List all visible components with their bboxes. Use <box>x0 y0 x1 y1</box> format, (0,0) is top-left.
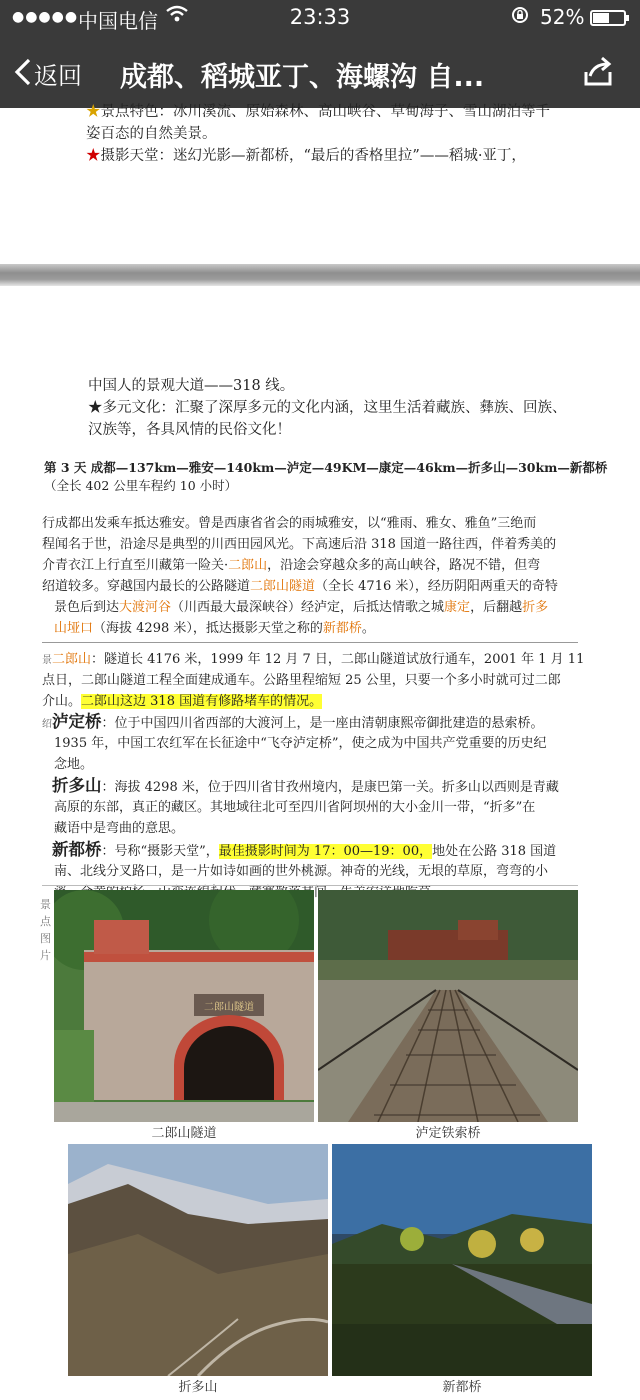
battery-icon <box>590 10 626 26</box>
photo-paradise-line: ★摄影天堂：迷幻光影—新都桥，“最后的香格里拉”——稻城·亚丁， <box>86 148 526 164</box>
page-separator <box>0 264 640 286</box>
caption-xindouqiao: 新都桥 <box>442 1380 482 1395</box>
xindouqiao-desc: 新都桥：号称“摄影天堂”，最佳摄影时间为 17：00—19：00，地处在公路 318 国道 <box>52 840 557 859</box>
itinerary-line: 景色后到达大渡河谷（川西最大最深峡谷）经泸定，后抵达情歌之城康定，后翻越折多 <box>54 600 549 615</box>
intro-line-1: 中国人的景观大道——318 线。 <box>88 378 295 394</box>
back-label: 返回 <box>34 62 82 90</box>
itinerary-line: 绍道较多。穿越国内最长的公路隧道二郎山隧道（全长 4716 米），经历阴阳两重天的奇特 <box>42 579 558 594</box>
page-title: 成都、稻城亚丁、海螺沟 自... <box>120 62 485 93</box>
caption-luding-bridge: 泸定铁索桥 <box>415 1126 481 1141</box>
intro-line-2: ★多元文化：汇聚了深厚多元的文化内涵，这里生活着藏族、彝族、回族、 <box>88 400 567 416</box>
battery-percent: 52% <box>540 5 585 29</box>
caption-zheduoshan: 折多山 <box>178 1380 218 1395</box>
luding-desc: 念地。 <box>54 757 94 772</box>
erlangshan-desc: 介山。二郎山这边 318 国道有修路堵车的情况。 <box>42 694 323 709</box>
zheduoshan-photo <box>68 1144 328 1376</box>
rotation-lock-icon <box>510 5 530 30</box>
itinerary-line: 山垭口（海拔 4298 米），抵达摄影天堂之称的新都桥。 <box>54 621 375 636</box>
feature-line-cont: 姿百态的自然美景。 <box>86 126 217 142</box>
share-button[interactable] <box>580 54 616 90</box>
scenic-photos-label: 景 点 图 片 <box>40 898 51 962</box>
erlangshan-tunnel-photo <box>54 890 314 1122</box>
zheduoshan-desc: 高原的东部，真正的藏区。其地域往北可至四川省阿坝州的大小金川一带，“折多”在 <box>54 800 536 815</box>
xindouqiao-desc: 南、北线分叉路口，是一片如诗如画的世外桃源。神奇的光线，无垠的草原，弯弯的小 <box>54 864 549 879</box>
document-page-2 <box>0 286 640 1400</box>
erlangshan-desc: 点日，二郎山隧道工程全面建成通车。公路里程缩短 25 公里，只要一个多小时就可过二郎 <box>42 673 561 688</box>
xindouqiao-photo <box>332 1144 592 1376</box>
zheduoshan-desc: 藏语中是弯曲的意思。 <box>54 821 185 836</box>
carrier-name: 中国电信 <box>78 9 158 33</box>
document-page-1 <box>0 104 640 268</box>
luding-desc: 绍泸定桥：位于中国四川省西部的大渡河上，是一座由清朝康熙帝御批建造的悬索桥。 <box>42 712 544 731</box>
tunnel-sign: 二郎山隧道 <box>204 1002 254 1013</box>
zheduoshan-desc: 折多山：海拔 4298 米，位于四川省甘孜州境内，是康巴第一关。折多山以西则是青藏 <box>52 776 559 795</box>
itinerary-line: 行成都出发乘车抵达雅安。曾是西康省省会的雨城雅安，以“雅雨、雅女、雅鱼”三绝而 <box>42 516 537 531</box>
feature-line: ★景点特色：冰川溪流、原始森林、高山峡谷、草甸海子、雪山湖泊等千 <box>86 104 550 120</box>
section-divider <box>42 642 578 643</box>
back-button[interactable] <box>14 56 82 91</box>
erlangshan-desc: 景二郎山：隧道长 4176 米，1999 年 12 月 7 日，二郎山隧道试放行通车，2001 年 1 月 11 <box>42 652 585 667</box>
day-subheading: （全长 402 公里车程约 10 小时） <box>44 478 238 493</box>
share-icon <box>580 54 616 90</box>
luding-bridge-photo <box>318 890 578 1122</box>
day-heading: 第 3 天 成都—137km—雅安—140km—泸定—49KM—康定—46km—折多山—30km—新都桥 <box>44 460 608 475</box>
navigation-bar <box>0 36 640 108</box>
signal-strength-icon: ●●●●● <box>12 9 79 25</box>
section-divider <box>42 885 578 886</box>
status-bar <box>0 0 640 36</box>
itinerary-line: 程闻名于世，沿途尽是典型的川西田园风光。下高速后沿 318 国道一路往西，伴着秀美的 <box>42 537 557 552</box>
itinerary-line: 介青衣江上行直至川藏第一险关·二郎山，沿途会穿越众多的高山峡谷，路况不错，但弯 <box>42 558 541 573</box>
intro-line-3: 汉族等，各具风情的民俗文化！ <box>88 422 291 438</box>
luding-desc: 1935 年，中国工农红军在长征途中“飞夺泸定桥”，使之成为中国共产党重要的历史纪 <box>54 736 547 751</box>
chevron-left-icon <box>14 58 32 89</box>
caption-erlangshan-tunnel: 二郎山隧道 <box>151 1126 217 1141</box>
status-time: 23:33 <box>289 5 351 29</box>
